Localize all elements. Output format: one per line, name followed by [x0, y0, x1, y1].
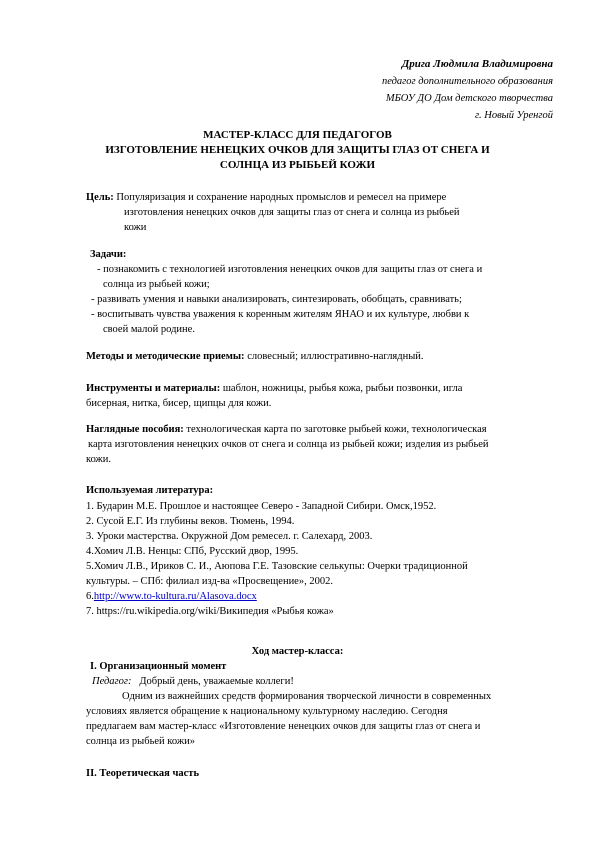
aids-text-3: кожи.: [86, 454, 112, 465]
goal-text-2: изготовления ненецких очков для защиты глаз от снега и солнца из рыбьей: [124, 207, 460, 218]
literature-item-7-url: 7. https://ru.wikipedia.org/wiki/: [86, 606, 220, 617]
literature-item-6-link[interactable]: http://www.to-kultura.ru/Alasova.docx: [93, 591, 257, 602]
literature-item-5-line-1: 5.Хомич Л.В., Ириков С. И., Аюпова Г.Е. Тазовские селькупы: Очерки традиционной: [86, 561, 468, 572]
task-1-line-1: - познакомить с технологией изготовления ненецких очков для защиты глаз от снега и: [97, 264, 483, 275]
aids-label: Наглядные пособия:: [86, 424, 184, 435]
literature-item-7: [86, 604, 334, 619]
literature-item-3: 3. Уроки мастерства. Окружной Дом ремесел. г. Салехард, 2003.: [86, 531, 373, 542]
task-1-line-2: солнца из рыбьей кожи;: [103, 279, 210, 290]
tools-line-1: [86, 381, 462, 396]
tasks-label: Задачи:: [90, 249, 127, 260]
author-org: МБОУ ДО Дом детского творчества: [385, 93, 553, 104]
aids-line-1: [86, 422, 487, 437]
tools-text-2: бисерная, нитка, бисер, щипцы для кожи.: [86, 398, 272, 409]
methods-text: словесный; иллюстративно-наглядный.: [247, 351, 424, 362]
aids-text-1: технологическая карта по заготовке рыбьей кожи, технологическая: [186, 424, 487, 435]
goal-text-3: кожи: [124, 222, 147, 233]
goal-line-1: [86, 190, 446, 205]
author-city: г. Новый Уренгой: [475, 110, 553, 121]
title-line-3: СОЛНЦА ИЗ РЫБЬЕЙ КОЖИ: [219, 159, 376, 171]
title-line-1: МАСТЕР-КЛАСС ДЛЯ ПЕДАГОГОВ: [203, 129, 392, 141]
task-2: - развивать умения и навыки анализировать, синтезировать, обобщать, сравнивать;: [91, 294, 462, 305]
literature-label: Используемая литература:: [86, 485, 214, 496]
methods-label: Методы и методические приемы:: [86, 351, 245, 362]
author-name: Дрига Людмила Владимировна: [401, 58, 553, 70]
intro-para-line-1: Одним из важнейших средств формирования творческой личности в современных: [122, 691, 492, 702]
greeting-text: Добрый день, уважаемые коллеги!: [139, 676, 294, 687]
aids-text-2: карта изготовления ненецких очков от снега и солнца из рыбьей кожи; изделия из рыбьей: [88, 439, 489, 450]
intro-para-line-2: условиях является обращение к национальному культурному наследию. Сегодня: [86, 706, 448, 717]
literature-item-6: [86, 589, 257, 604]
literature-item-5-line-2: культуры. – СПб: филиал изд-ва «Просвещение», 2002.: [86, 576, 333, 587]
teacher-greeting: [92, 674, 294, 689]
methods-line: [86, 349, 424, 364]
author-block: [382, 56, 553, 124]
intro-para-line-4: солнца из рыбьей кожи»: [86, 736, 195, 747]
tools-text-1: шаблон, ножницы, рыбья кожа, рыбьи позвонки, игла: [222, 383, 463, 394]
literature-item-2: 2. Сусой Е.Г. Из глубины веков. Тюмень, 1994.: [86, 516, 295, 527]
literature-item-7-title: Википедия «Рыбья кожа»: [219, 606, 334, 617]
course-heading: Ход мастер-класса:: [251, 646, 344, 657]
goal-text-1: Популяризация и сохранение народных промыслов и ремесел на примере: [116, 192, 447, 203]
task-3-line-2: своей малой родине.: [103, 324, 195, 335]
literature-item-1: 1. Бударин М.Е. Прошлое и настоящее Северо - Западной Сибири. Омск,1952.: [86, 501, 437, 512]
literature-item-6-number: 6.: [86, 591, 94, 602]
title-line-2: ИЗГОТОВЛЕНИЕ НЕНЕЦКИХ ОЧКОВ ДЛЯ ЗАЩИТЫ ГЛАЗ ОТ СНЕГА И: [105, 144, 490, 156]
tools-label: Инструменты и материалы:: [86, 383, 221, 394]
author-position: педагог дополнительного образования: [381, 76, 553, 87]
goal-label: Цель:: [86, 192, 114, 203]
task-3-line-1: - воспитывать чувства уважения к коренным жителям ЯНАО и их культуре, любви к: [91, 309, 470, 320]
section-1-heading: I. Организационный момент: [90, 661, 227, 672]
section-2-heading: II. Теоретическая часть: [86, 768, 200, 779]
teacher-label: Педагог:: [92, 676, 132, 687]
literature-item-4: 4.Хомич Л.В. Ненцы: СПб, Русский двор, 1995.: [86, 546, 299, 557]
document-title: [0, 128, 595, 173]
intro-para-line-3: предлагаем вам мастер-класс «Изготовление ненецких очков для защиты глаз от снега и: [86, 721, 481, 732]
